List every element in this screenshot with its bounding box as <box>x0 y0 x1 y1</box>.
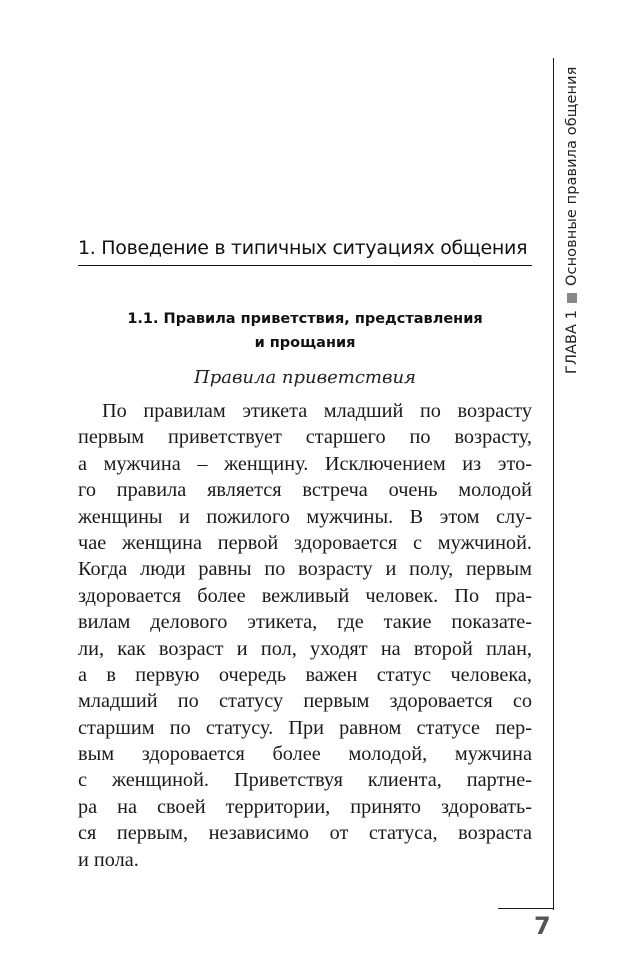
body-line: ся первым, независимо от статуса, возраста <box>78 822 532 845</box>
body-line: чае женщина первой здоровается с мужчиной. <box>78 531 532 554</box>
body-line: с женщиной. Приветствуя клиента, партне- <box>78 769 532 792</box>
body-line: здоровается более вежливый человек. По пра- <box>78 584 532 607</box>
body-line: старшим по статусу. При равном статусе пер- <box>78 716 532 739</box>
body-line: ра на своей территории, принято здоровать- <box>78 795 532 818</box>
body-line: вилам делового этикета, где такие показате- <box>78 611 532 634</box>
body-paragraph <box>78 398 532 873</box>
body-line: го правила является встреча очень молодой <box>78 479 532 502</box>
section-heading <box>78 307 532 355</box>
body-line: а мужчина – женщину. Исключением из это- <box>78 452 532 475</box>
section-heading-line-2: и прощания <box>254 335 356 351</box>
body-line: Когда люди равны по возрасту и полу, первым <box>78 558 532 581</box>
section-heading-line-1: 1.1. Правила приветствия, представления <box>127 311 483 327</box>
body-line: По правилам этикета младший по возрасту <box>102 400 532 422</box>
body-line: вым здоровается более молодой, мужчина <box>78 743 532 766</box>
vertical-rule <box>553 58 554 910</box>
body-line: младший по статусу первым здоровается со <box>78 690 532 713</box>
bottom-rule <box>498 908 554 909</box>
body-line: а в первую очередь важен статус человека, <box>78 663 532 686</box>
chapter-heading: 1. Поведение в типичных ситуациях общения <box>78 237 532 266</box>
running-head-title: Основные правила общения <box>564 66 580 286</box>
body-line: и пола. <box>78 848 139 871</box>
page-number: 7 <box>534 912 551 940</box>
square-separator-icon <box>567 293 577 303</box>
running-head-chapter: ГЛАВА 1 <box>564 309 580 374</box>
body-line: первым приветствует старшего по возрасту, <box>78 426 532 449</box>
running-head <box>561 58 583 374</box>
body-line: ли, как возраст и пол, уходят на второй план, <box>78 637 532 660</box>
subheading: Правила приветствия <box>194 367 416 388</box>
body-line: женщины и пожилого мужчины. В этом слу- <box>78 505 532 528</box>
